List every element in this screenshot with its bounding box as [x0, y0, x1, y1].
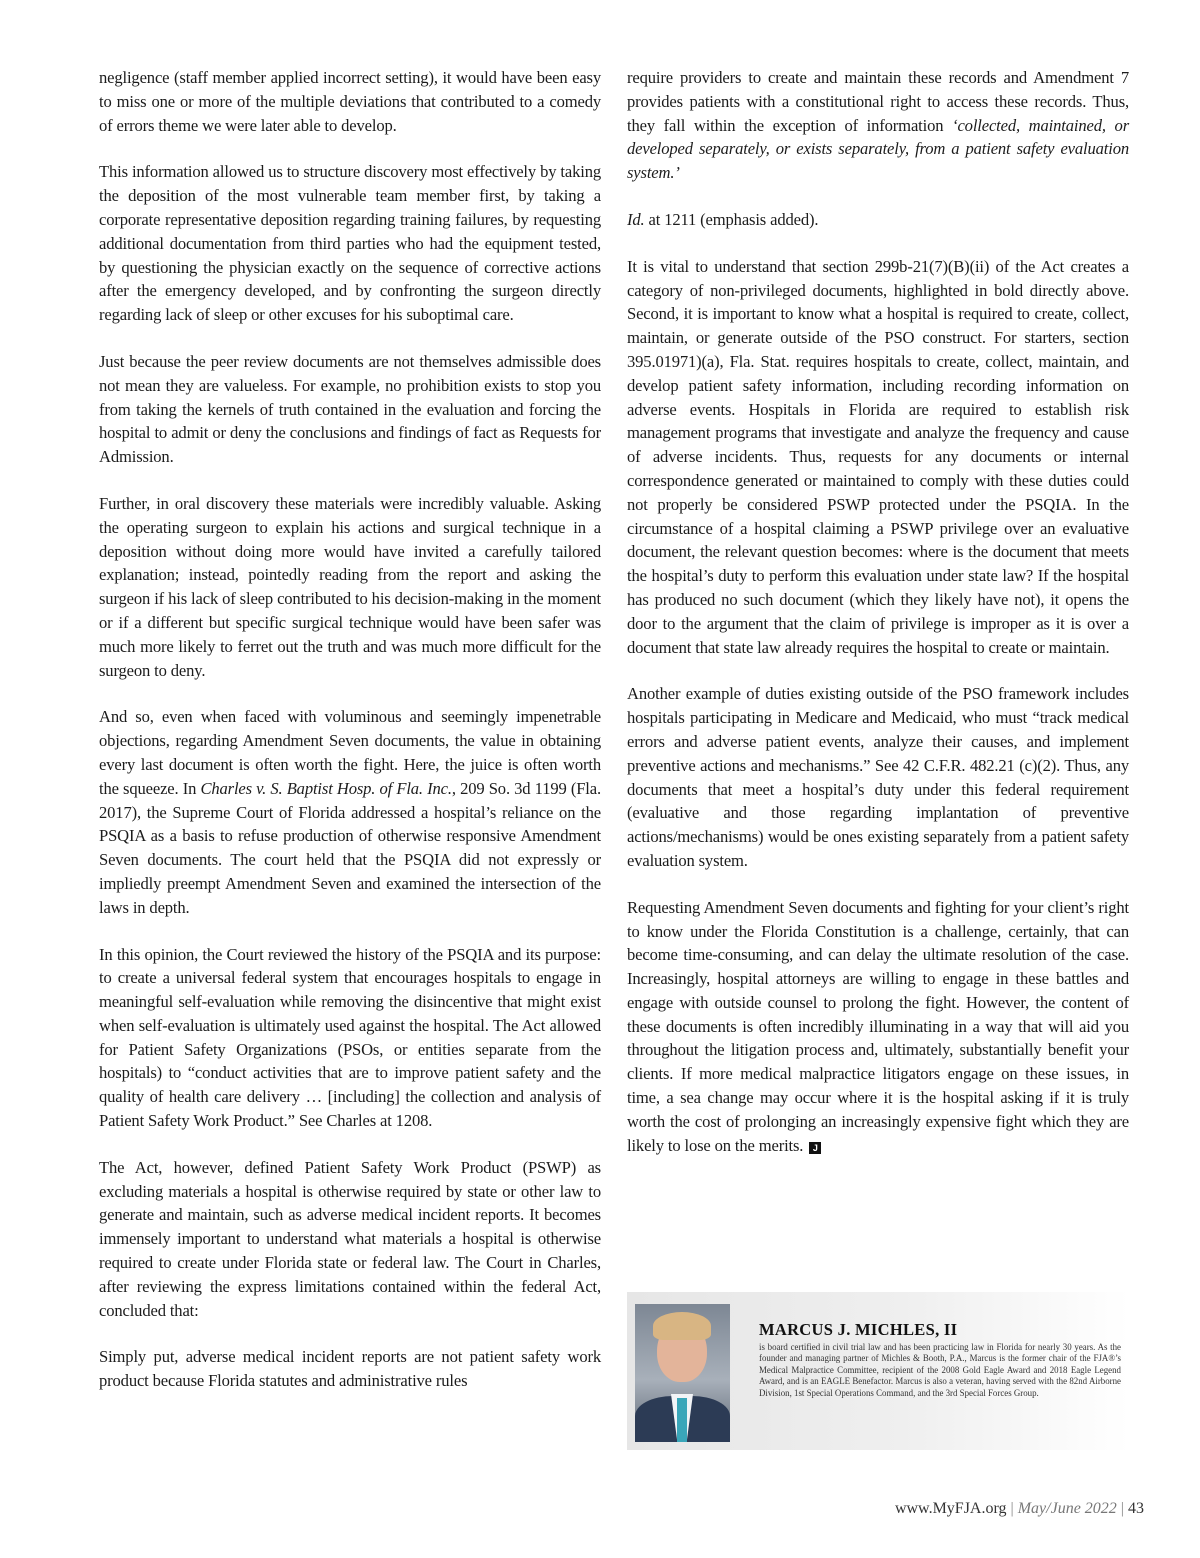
text-run: , 209 So. 3d 1199 (Fla. 2017), the Supreme Court of Florida addressed a hospital’s reliance on the PSQIA as a basis to refuse production of otherwise responsive Amendment Seven documents. The court held that the PSQIA did not expressly or impliedly preempt Amendment Seven and examined the intersection of the laws in depth.	[99, 778, 601, 917]
page-number: 43	[1128, 1500, 1144, 1517]
case-citation: Charles v. S. Baptist Hosp. of Fla. Inc.	[200, 778, 452, 798]
author-bio-text: is board certified in civil trial law and has been practicing law in Florida for nearly 30 years. As the founder and managing partner of Michles & Booth, P.A., Marcus is the former chair of the FJA®’s Medical Malpractice Committee, recipient of the 2008 Gold Eagle Award and 2018 Eagle Legend Award, and is an EAGLE Benefactor. Marcus is also a veteran, having served with the 82nd Airborne Division, 1st Special Operations Command, and the 3rd Special Forces Group.	[759, 1342, 1121, 1398]
text-run: And so, even when faced with voluminous and seemingly impenetrable objections, regarding Amendment Seven documents, the value in obtaining every last document is often worth the fight. Here, the juice is often worth the squeeze. In	[99, 707, 601, 798]
left-column	[99, 66, 601, 1416]
author-bio-box	[627, 1292, 1129, 1450]
right-column	[627, 66, 1129, 1180]
body-paragraph: Just because the peer review documents are not themselves admissible does not mean they are valueless. For example, no prohibition exists to stop you from taking the kernels of truth contained in the evaluation and forcing the hospital to admit or deny the conclusions and findings of fact as Requests for Admission.	[99, 351, 601, 467]
quoted-exception: ‘collected, maintained, or developed separately, or exists separately, from a patient safety evaluation system.’	[627, 115, 1130, 183]
body-paragraph: Another example of duties existing outside of the PSO framework includes hospitals participating in Medicare and Medicaid, who must “track medical errors and adverse patient events, analyze their causes, and implement preventive actions and mechanisms.” See 42 C.F.R. 482.21 (c)(2). Thus, any documents that meet a hospital’s duty under this federal requirement (evaluative and those regarding implantation of preventive actions/mechanisms) would be ones existing separately from a patient safety evaluation system.	[627, 684, 1129, 870]
text-run: at 1211 (emphasis added).	[644, 209, 819, 229]
footer-website: www.MyFJA.org	[894, 1500, 1007, 1517]
body-paragraph: The Act, however, defined Patient Safety Work Product (PSWP) as excluding materials a hospital is otherwise required by state or other law to generate and maintain, such as adverse medical incident reports. It becomes immensely important to understand what materials a hospital is otherwise required to create under Florida state or federal law. The Court in Charles, after reviewing the express limitations contained within the federal Act, concluded that:	[99, 1157, 601, 1320]
citation-paragraph	[627, 208, 1129, 232]
end-of-article-icon: J	[809, 1142, 821, 1154]
text-run: Requesting Amendment Seven documents and fighting for your client’s right to know under the Florida Constitution is a challenge, certainly, that can become time-consuming, and can delay the ultimate resolution of the case. Increasingly, hospital attorneys are willing to engage in these battles and engage with outside counsel to prolong the fight. However, the content of these documents is often incredibly illuminating in a way that will aid you throughout the litigation process and, ultimately, substantially benefit your clients. If more medical malpractice litigators engage on these issues, in time, a sea change may occur where it is the hospital asking if it is truly worth the cost of prolonging an increasingly expensive fight which they are likely to lose on the merits.	[627, 897, 1129, 1155]
block-quote-continued	[627, 66, 1129, 185]
author-photo	[635, 1304, 730, 1442]
text-run: require providers to create and maintain these records and Amendment 7 provides patients with a constitutional right to access these records. Thus, they fall within the exception of information	[627, 68, 1129, 135]
footer-separator: |	[1120, 1500, 1124, 1517]
page-footer	[895, 1500, 1144, 1518]
author-name: MARCUS J. MICHLES, II	[759, 1320, 958, 1339]
body-paragraph: negligence (staff member applied incorrect setting), it would have been easy to miss one or more of the multiple deviations that contributed to a comedy of errors theme we were later able to develop.	[99, 68, 601, 135]
footer-separator: |	[1010, 1500, 1014, 1517]
body-paragraph: Further, in oral discovery these materials were incredibly valuable. Asking the operating surgeon to explain his actions and surgical technique in a deposition without doing more would have invited a carefully tailored explanation; instead, pointedly reading from the report and asking the surgeon if his lack of sleep contributed to his decision-making in the moment or if a different but specific surgical technique would have been safer was much more likely to ferret out the truth and was much more difficult for the surgeon to deny.	[99, 493, 601, 680]
closing-paragraph	[627, 896, 1129, 1158]
body-paragraph: This information allowed us to structure discovery most effectively by taking the deposition of the most vulnerable team member first, by taking a corporate representative deposition regarding training failures, by requesting additional documentation from third parties who had the equipment tested, by questioning the physician exactly on the sequence of corrective actions after the emergency developed, and by confronting the surgeon directly regarding lack of sleep or other excuses for his suboptimal care.	[99, 162, 601, 325]
body-paragraph-charles	[99, 705, 601, 919]
block-quote-start: Simply put, adverse medical incident reports are not patient safety work product because Florida statutes and administrative rules	[99, 1347, 601, 1391]
body-paragraph: In this opinion, the Court reviewed the history of the PSQIA and its purpose: to create a universal federal system that encourages hospitals to engage in meaningful self-evaluation while removing the disincentive that might exist when self-evaluation is ultimately used against the hospital. The Act allowed for Patient Safety Organizations (PSOs, or entities separate from the hospitals) to “conduct activities that are to improve patient safety and the quality of health care delivery … [including] the collection and analysis of Patient Safety Work Product.” See Charles at 1208.	[99, 944, 601, 1131]
id-citation: Id.	[627, 209, 645, 229]
body-paragraph: It is vital to understand that section 299b-21(7)(B)(ii) of the Act creates a category of non-privileged documents, highlighted in bold directly above. Second, it is important to know what a hospital is required to create, collect, maintain, or generate outside of the PSO construct. For starters, section 395.01971)(a), Fla. Stat. requires hospitals to create, collect, maintain, and develop patient safety information, including recording information on adverse events. Hospitals in Florida are required to establish risk management programs that investigate and analyze the frequency and cause of adverse incidents. Thus, requests for any documents or internal correspondence generated or maintained to comply with these duties could not properly be considered PSWP protected under the PSQIA. In the circumstance of a hospital claiming a PSWP privilege over an evaluative document, the relevant question becomes: where is the document that meets the hospital’s duty to perform this evaluation under state law? If the hospital has produced no such document (which they likely have not), it opens the door to the argument that the claim of privilege is improper as it is over a document that state law already requires the hospital to create or maintain.	[627, 256, 1129, 657]
footer-issue-date: May/June 2022	[1017, 1500, 1117, 1517]
